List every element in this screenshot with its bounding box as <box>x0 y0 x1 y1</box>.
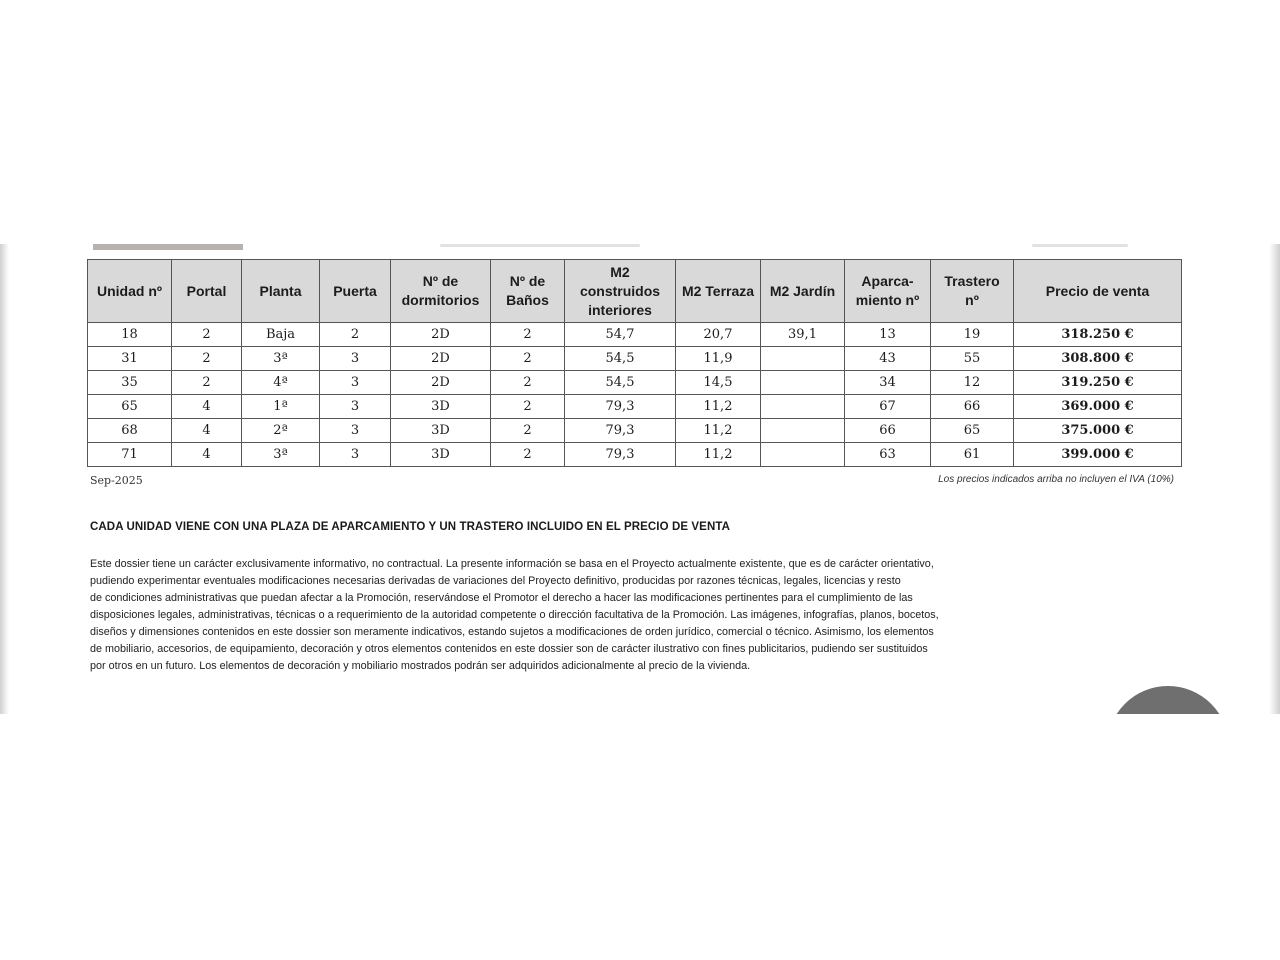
price-cell: 308.800 € <box>1014 347 1182 371</box>
table-cell: 2D <box>391 323 491 347</box>
table-cell: 79,3 <box>565 419 676 443</box>
top-decorative-bar <box>93 244 243 250</box>
table-cell: 3 <box>320 419 391 443</box>
table-cell: 4ª <box>242 371 320 395</box>
parking-storage-heading: CADA UNIDAD VIENE CON UNA PLAZA DE APARCAMIENTO Y UN TRASTERO INCLUIDO EN EL PRECIO DE VENTA <box>90 521 731 533</box>
vat-footnote: Los precios indicados arriba no incluyen el IVA (10%) <box>938 474 1174 485</box>
table-cell: 12 <box>931 371 1014 395</box>
table-body <box>88 323 1182 467</box>
table-cell: 63 <box>845 443 931 467</box>
price-cell: 375.000 € <box>1014 419 1182 443</box>
page-left-edge <box>0 244 9 714</box>
table-cell: 61 <box>931 443 1014 467</box>
table-cell: 4 <box>172 395 242 419</box>
table-cell: 20,7 <box>676 323 761 347</box>
table-cell: 13 <box>845 323 931 347</box>
column-header <box>320 260 391 323</box>
table-cell: 79,3 <box>565 395 676 419</box>
legal-disclaimer <box>90 556 1030 675</box>
column-header <box>172 260 242 323</box>
table-cell: 2 <box>320 323 391 347</box>
column-header <box>761 260 845 323</box>
table-cell <box>761 395 845 419</box>
disclaimer-line: diseños y dimensiones contenidos en este dossier son meramente indicativos, estando sujetos a modificaciones de orden jurídico, comercial o técnico. Asimismo, los elementos <box>90 626 934 638</box>
table-cell: 2 <box>491 323 565 347</box>
table-cell: 43 <box>845 347 931 371</box>
table-cell: 18 <box>88 323 172 347</box>
disclaimer-line: Este dossier tiene un carácter exclusivamente informativo, no contractual. La presente información se basa en el Proyecto actualmente existente, que es de carácter orientativo, <box>90 558 934 570</box>
table-cell: 2ª <box>242 419 320 443</box>
column-header-line: Planta <box>259 282 302 299</box>
top-cropped-text <box>440 244 640 247</box>
disclaimer-line: por otros en un futuro. Los elementos de decoración y mobiliario mostrados podrán ser adquiridos adicionalmente al precio de la vivienda. <box>90 660 751 672</box>
table-cell: 4 <box>172 443 242 467</box>
table-row <box>88 443 1182 467</box>
table-cell: 31 <box>88 347 172 371</box>
column-header-line: construidos <box>579 282 661 299</box>
top-cropped-text <box>1032 244 1128 247</box>
column-header-line: nº <box>965 292 979 308</box>
table-cell: 71 <box>88 443 172 467</box>
document-page <box>0 244 1280 714</box>
table-cell: 14,5 <box>676 371 761 395</box>
table-row <box>88 371 1182 395</box>
table-cell: 2 <box>172 323 242 347</box>
disclaimer-line: de condiciones administrativas que puedan afectar a la Promoción, reservándose el Promotor el derecho a hacer las modificaciones pertinentes para el cumplimiento de las <box>90 592 913 604</box>
table-cell: 2 <box>491 395 565 419</box>
column-header-line: M2 Terraza <box>681 282 755 299</box>
table-cell: 11,2 <box>676 395 761 419</box>
column-header <box>565 260 676 323</box>
table-cell: 11,2 <box>676 419 761 443</box>
column-header-line: Baños <box>506 292 549 308</box>
table-cell: 3D <box>391 443 491 467</box>
table-cell: 67 <box>845 395 931 419</box>
price-table <box>87 259 1182 467</box>
column-header-line: Aparca- <box>861 273 914 289</box>
price-cell: 319.250 € <box>1014 371 1182 395</box>
table-cell: 11,9 <box>676 347 761 371</box>
table-cell: 54,7 <box>565 323 676 347</box>
table-row <box>88 395 1182 419</box>
circular-badge <box>1107 686 1229 714</box>
table-cell: 2 <box>491 371 565 395</box>
table-cell: 4 <box>172 419 242 443</box>
price-cell: 399.000 € <box>1014 443 1182 467</box>
column-header <box>676 260 761 323</box>
table-cell: 65 <box>88 395 172 419</box>
table-cell: 68 <box>88 419 172 443</box>
table-cell: 54,5 <box>565 371 676 395</box>
table-cell: 2 <box>491 419 565 443</box>
table-header-row <box>88 260 1182 323</box>
column-header-line: miento nº <box>855 292 920 308</box>
table-cell: 54,5 <box>565 347 676 371</box>
column-header-line: M2 <box>610 263 630 280</box>
column-header-line: Trastero <box>944 273 1000 289</box>
date-footnote: Sep-2025 <box>90 474 143 487</box>
table-cell: 79,3 <box>565 443 676 467</box>
table-cell <box>761 443 845 467</box>
disclaimer-line: disposiciones legales, administrativas, técnicas o a requerimiento de la autoridad competente o dirección facultativa de la Promoción. Las imágenes, infografías, planos, bocetos, <box>90 609 939 621</box>
table-cell: 1ª <box>242 395 320 419</box>
table-cell: 34 <box>845 371 931 395</box>
table-cell <box>761 419 845 443</box>
table-cell: 66 <box>845 419 931 443</box>
page-right-edge <box>1269 244 1280 714</box>
table-cell: Baja <box>242 323 320 347</box>
column-header-line: Precio de venta <box>1045 282 1150 299</box>
table-cell <box>761 371 845 395</box>
table-cell: 3D <box>391 395 491 419</box>
column-header-line: Puerta <box>333 282 377 299</box>
table-cell: 3 <box>320 395 391 419</box>
column-header <box>1014 260 1182 323</box>
column-header <box>845 260 931 323</box>
table-cell: 66 <box>931 395 1014 419</box>
table-cell: 11,2 <box>676 443 761 467</box>
disclaimer-line: de mobiliario, accesorios, de equipamiento, decoración y otros elementos contenidos en este dossier son de carácter ilustrativo con fines publicitarios, pudiendo ser sustituidos <box>90 643 928 655</box>
column-header-line: Portal <box>186 282 227 299</box>
column-header-line: interiores <box>588 301 652 318</box>
table-cell: 2D <box>391 347 491 371</box>
table-cell: 39,1 <box>761 323 845 347</box>
column-header-line: M2 Jardín <box>769 282 836 299</box>
table-cell: 19 <box>931 323 1014 347</box>
table-cell: 3 <box>320 443 391 467</box>
disclaimer-line: pudiendo experimentar eventuales modificaciones necesarias derivadas de variaciones del Proyecto definitivo, producidas por razones técnicas, legales, licencias y resto <box>90 575 901 587</box>
table-cell: 2 <box>172 347 242 371</box>
table-row <box>88 419 1182 443</box>
price-cell: 369.000 € <box>1014 395 1182 419</box>
table-cell: 65 <box>931 419 1014 443</box>
table-row <box>88 323 1182 347</box>
table-cell: 35 <box>88 371 172 395</box>
column-header-line: Unidad nº <box>97 282 162 299</box>
table-cell: 2 <box>491 443 565 467</box>
column-header <box>242 260 320 323</box>
column-header <box>491 260 565 323</box>
table-cell: 2 <box>172 371 242 395</box>
table-cell: 3 <box>320 371 391 395</box>
table-row <box>88 347 1182 371</box>
table-cell: 2D <box>391 371 491 395</box>
table-cell: 3 <box>320 347 391 371</box>
column-header-line: Nº de <box>509 273 546 289</box>
column-header <box>931 260 1014 323</box>
column-header <box>391 260 491 323</box>
table-cell: 55 <box>931 347 1014 371</box>
column-header-line: dormitorios <box>401 292 480 308</box>
table-cell: 3ª <box>242 347 320 371</box>
column-header <box>88 260 172 323</box>
table-cell: 3ª <box>242 443 320 467</box>
table-cell <box>761 347 845 371</box>
table-cell: 2 <box>491 347 565 371</box>
table-cell: 3D <box>391 419 491 443</box>
column-header-line: Nº de <box>422 273 459 289</box>
price-cell: 318.250 € <box>1014 323 1182 347</box>
